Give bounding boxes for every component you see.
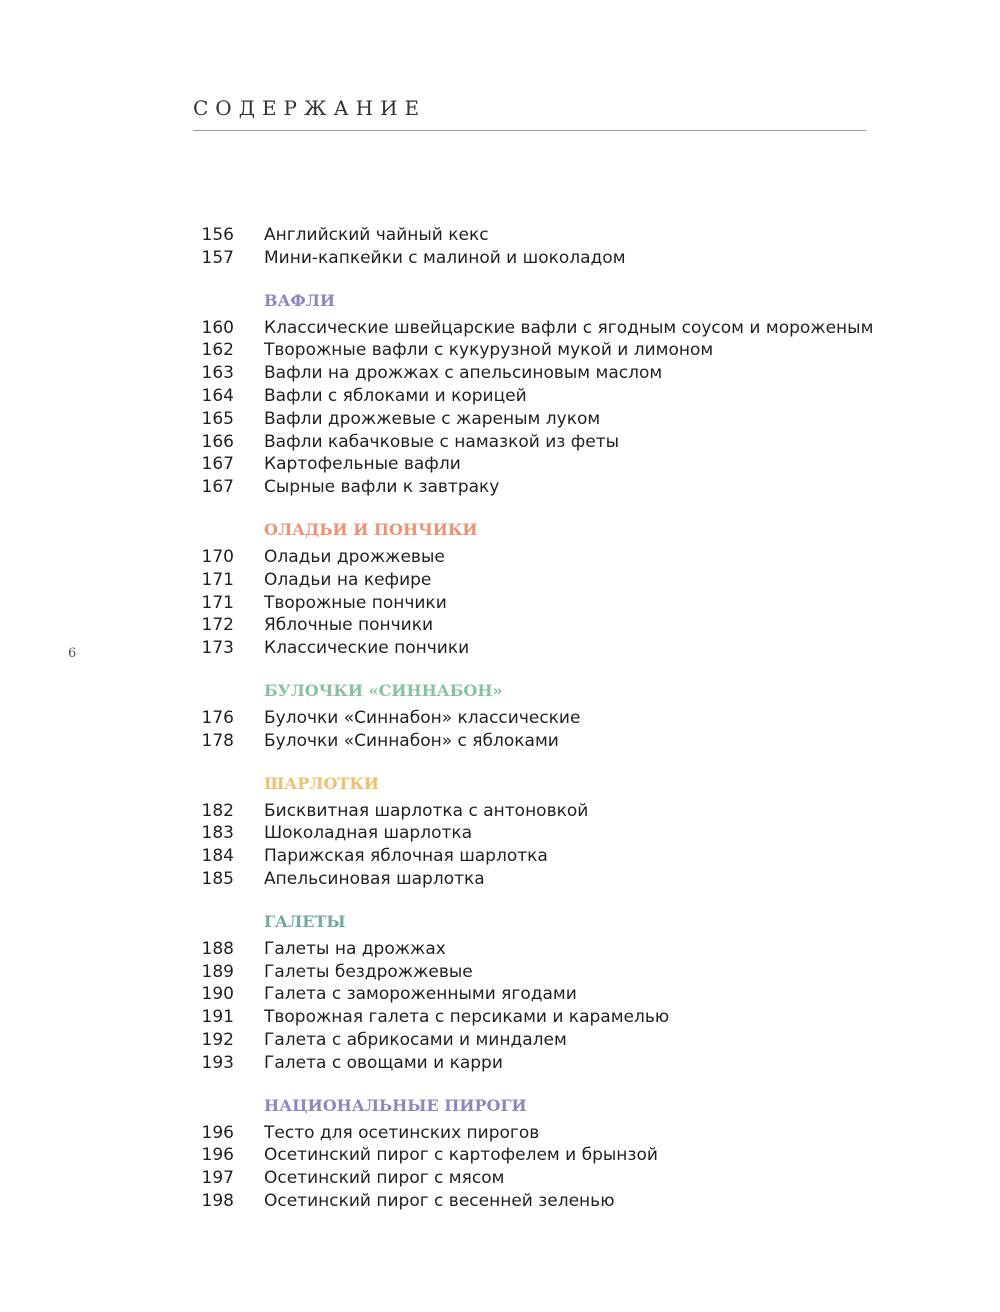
section-heading: ВАФЛИ [264, 290, 335, 310]
toc-entry-page-number: 197 [201, 1168, 234, 1189]
toc-entry-title: Творожная галета с персиками и карамелью [264, 1007, 670, 1028]
toc-entry-page-number: 165 [201, 408, 234, 429]
toc-entry [0, 431, 1000, 454]
toc-entry-page-number: 170 [201, 546, 234, 567]
toc-entry-title: Апельсиновая шарлотка [264, 868, 485, 889]
toc-entry [0, 614, 1000, 637]
toc-entry-page-number: 196 [201, 1122, 234, 1143]
toc-entry-title: Галета с замороженными ягодами [264, 984, 577, 1005]
toc-entry-title: Вафли дрожжевые с жареным луком [264, 408, 601, 429]
toc-entry [0, 362, 1000, 385]
section-heading: НАЦИОНАЛЬНЫЕ ПИРОГИ [264, 1095, 527, 1115]
toc-entry [0, 730, 1000, 753]
title-divider [193, 130, 866, 131]
toc-entry [0, 224, 1000, 247]
toc-entry-title: Парижская яблочная шарлотка [264, 846, 548, 867]
toc-entry-page-number: 164 [201, 385, 234, 406]
toc-entry-page-number: 188 [201, 938, 234, 959]
toc-entry-title: Шоколадная шарлотка [264, 823, 473, 844]
toc-entry-page-number: 171 [201, 569, 234, 590]
toc-entry-title: Вафли с яблоками и корицей [264, 385, 527, 406]
toc-entry-title: Сырные вафли к завтраку [264, 477, 500, 498]
toc-entry-page-number: 156 [201, 225, 234, 245]
toc-entry-title: Булочки «Синнабон» классические [264, 707, 581, 728]
toc-entry [0, 569, 1000, 592]
toc-entry [0, 385, 1000, 408]
toc-entry [0, 637, 1000, 660]
toc-entry-page-number: 178 [201, 730, 234, 751]
toc-entry-page-number: 167 [201, 454, 234, 475]
toc-entry-title: Картофельные вафли [264, 454, 461, 475]
toc-entry [0, 1144, 1000, 1167]
toc-entry [0, 339, 1000, 362]
toc-entry [0, 868, 1000, 891]
toc-entry-title: Галеты бездрожжевые [264, 961, 473, 982]
toc-entry-title: Галеты на дрожжах [264, 938, 446, 959]
toc-entry-title: Вафли кабачковые с намазкой из феты [264, 431, 620, 452]
page-title: СОДЕРЖАНИЕ [193, 96, 427, 120]
toc-entry [0, 707, 1000, 730]
toc-entry-title: Мини-капкейки с малиной и шоколадом [264, 247, 626, 268]
page-number: 6 [68, 646, 77, 661]
toc-entry-title: Английский чайный кекс [264, 225, 489, 245]
toc-entry [0, 845, 1000, 868]
table-of-contents [0, 224, 1000, 1213]
toc-entry-title: Классические пончики [264, 638, 470, 659]
toc-entry-title: Осетинский пирог с картофелем и брынзой [264, 1145, 658, 1166]
toc-entry-page-number: 193 [201, 1052, 234, 1073]
toc-entry-page-number: 176 [201, 707, 234, 728]
toc-entry-page-number: 167 [201, 477, 234, 498]
toc-entry-page-number: 189 [201, 961, 234, 982]
toc-entry [0, 822, 1000, 845]
toc-entry [0, 961, 1000, 984]
toc-entry [0, 1029, 1000, 1052]
toc-entry-title: Булочки «Синнабон» с яблоками [264, 730, 559, 751]
toc-entry-page-number: 157 [201, 247, 234, 268]
toc-entry-title: Творожные пончики [264, 592, 447, 613]
toc-entry-title: Яблочные пончики [264, 615, 434, 636]
toc-entry-page-number: 183 [201, 823, 234, 844]
section-heading: ШАРЛОТКИ [264, 773, 380, 793]
section-heading: БУЛОЧКИ «СИННАБОН» [264, 680, 503, 700]
toc-entry-page-number: 173 [201, 638, 234, 659]
toc-entry-title: Классические швейцарские вафли с ягодным соусом и мороженым [264, 317, 874, 338]
toc-entry-page-number: 160 [201, 317, 234, 338]
toc-entry-title: Оладьи дрожжевые [264, 546, 445, 567]
toc-entry [0, 476, 1000, 499]
toc-entry [0, 1190, 1000, 1213]
section-heading: ГАЛЕТЫ [264, 911, 346, 931]
toc-entry-page-number: 198 [201, 1190, 234, 1211]
toc-entry-title: Бисквитная шарлотка с антоновкой [264, 800, 589, 821]
toc-entry-title: Осетинский пирог с весенней зеленью [264, 1190, 615, 1211]
toc-entry-title: Галета с абрикосами и миндалем [264, 1029, 567, 1050]
toc-entry-title: Вафли на дрожжах с апельсиновым маслом [264, 363, 663, 384]
toc-entry [0, 1052, 1000, 1075]
toc-entry-page-number: 172 [201, 615, 234, 636]
toc-entry-page-number: 192 [201, 1029, 234, 1050]
toc-entry-title: Творожные вафли с кукурузной мукой и лимоном [264, 340, 714, 361]
toc-entry-page-number: 191 [201, 1007, 234, 1028]
toc-entry-title: Оладьи на кефире [264, 569, 432, 590]
toc-entry-page-number: 162 [201, 340, 234, 361]
toc-entry [0, 800, 1000, 823]
toc-entry [0, 592, 1000, 615]
toc-entry-page-number: 182 [201, 800, 234, 821]
toc-entry-page-number: 196 [201, 1145, 234, 1166]
toc-entry-page-number: 184 [201, 846, 234, 867]
toc-entry [0, 1006, 1000, 1029]
toc-entry [0, 1167, 1000, 1190]
toc-entry [0, 938, 1000, 961]
toc-entry-page-number: 163 [201, 363, 234, 384]
toc-entry [0, 247, 1000, 270]
toc-entry-title: Осетинский пирог с мясом [264, 1168, 505, 1189]
toc-entry [0, 983, 1000, 1006]
toc-entry [0, 453, 1000, 476]
toc-entry [0, 408, 1000, 431]
toc-entry [0, 317, 1000, 340]
toc-entry-page-number: 166 [201, 431, 234, 452]
toc-entry-title: Галета с овощами и карри [264, 1052, 503, 1073]
toc-entry-page-number: 185 [201, 868, 234, 889]
toc-entry [0, 546, 1000, 569]
toc-entry [0, 1122, 1000, 1145]
section-heading: ОЛАДЬИ И ПОНЧИКИ [264, 519, 478, 539]
toc-entry-page-number: 190 [201, 984, 234, 1005]
toc-entry-page-number: 171 [201, 592, 234, 613]
toc-entry-title: Тесто для осетинских пирогов [264, 1122, 540, 1143]
